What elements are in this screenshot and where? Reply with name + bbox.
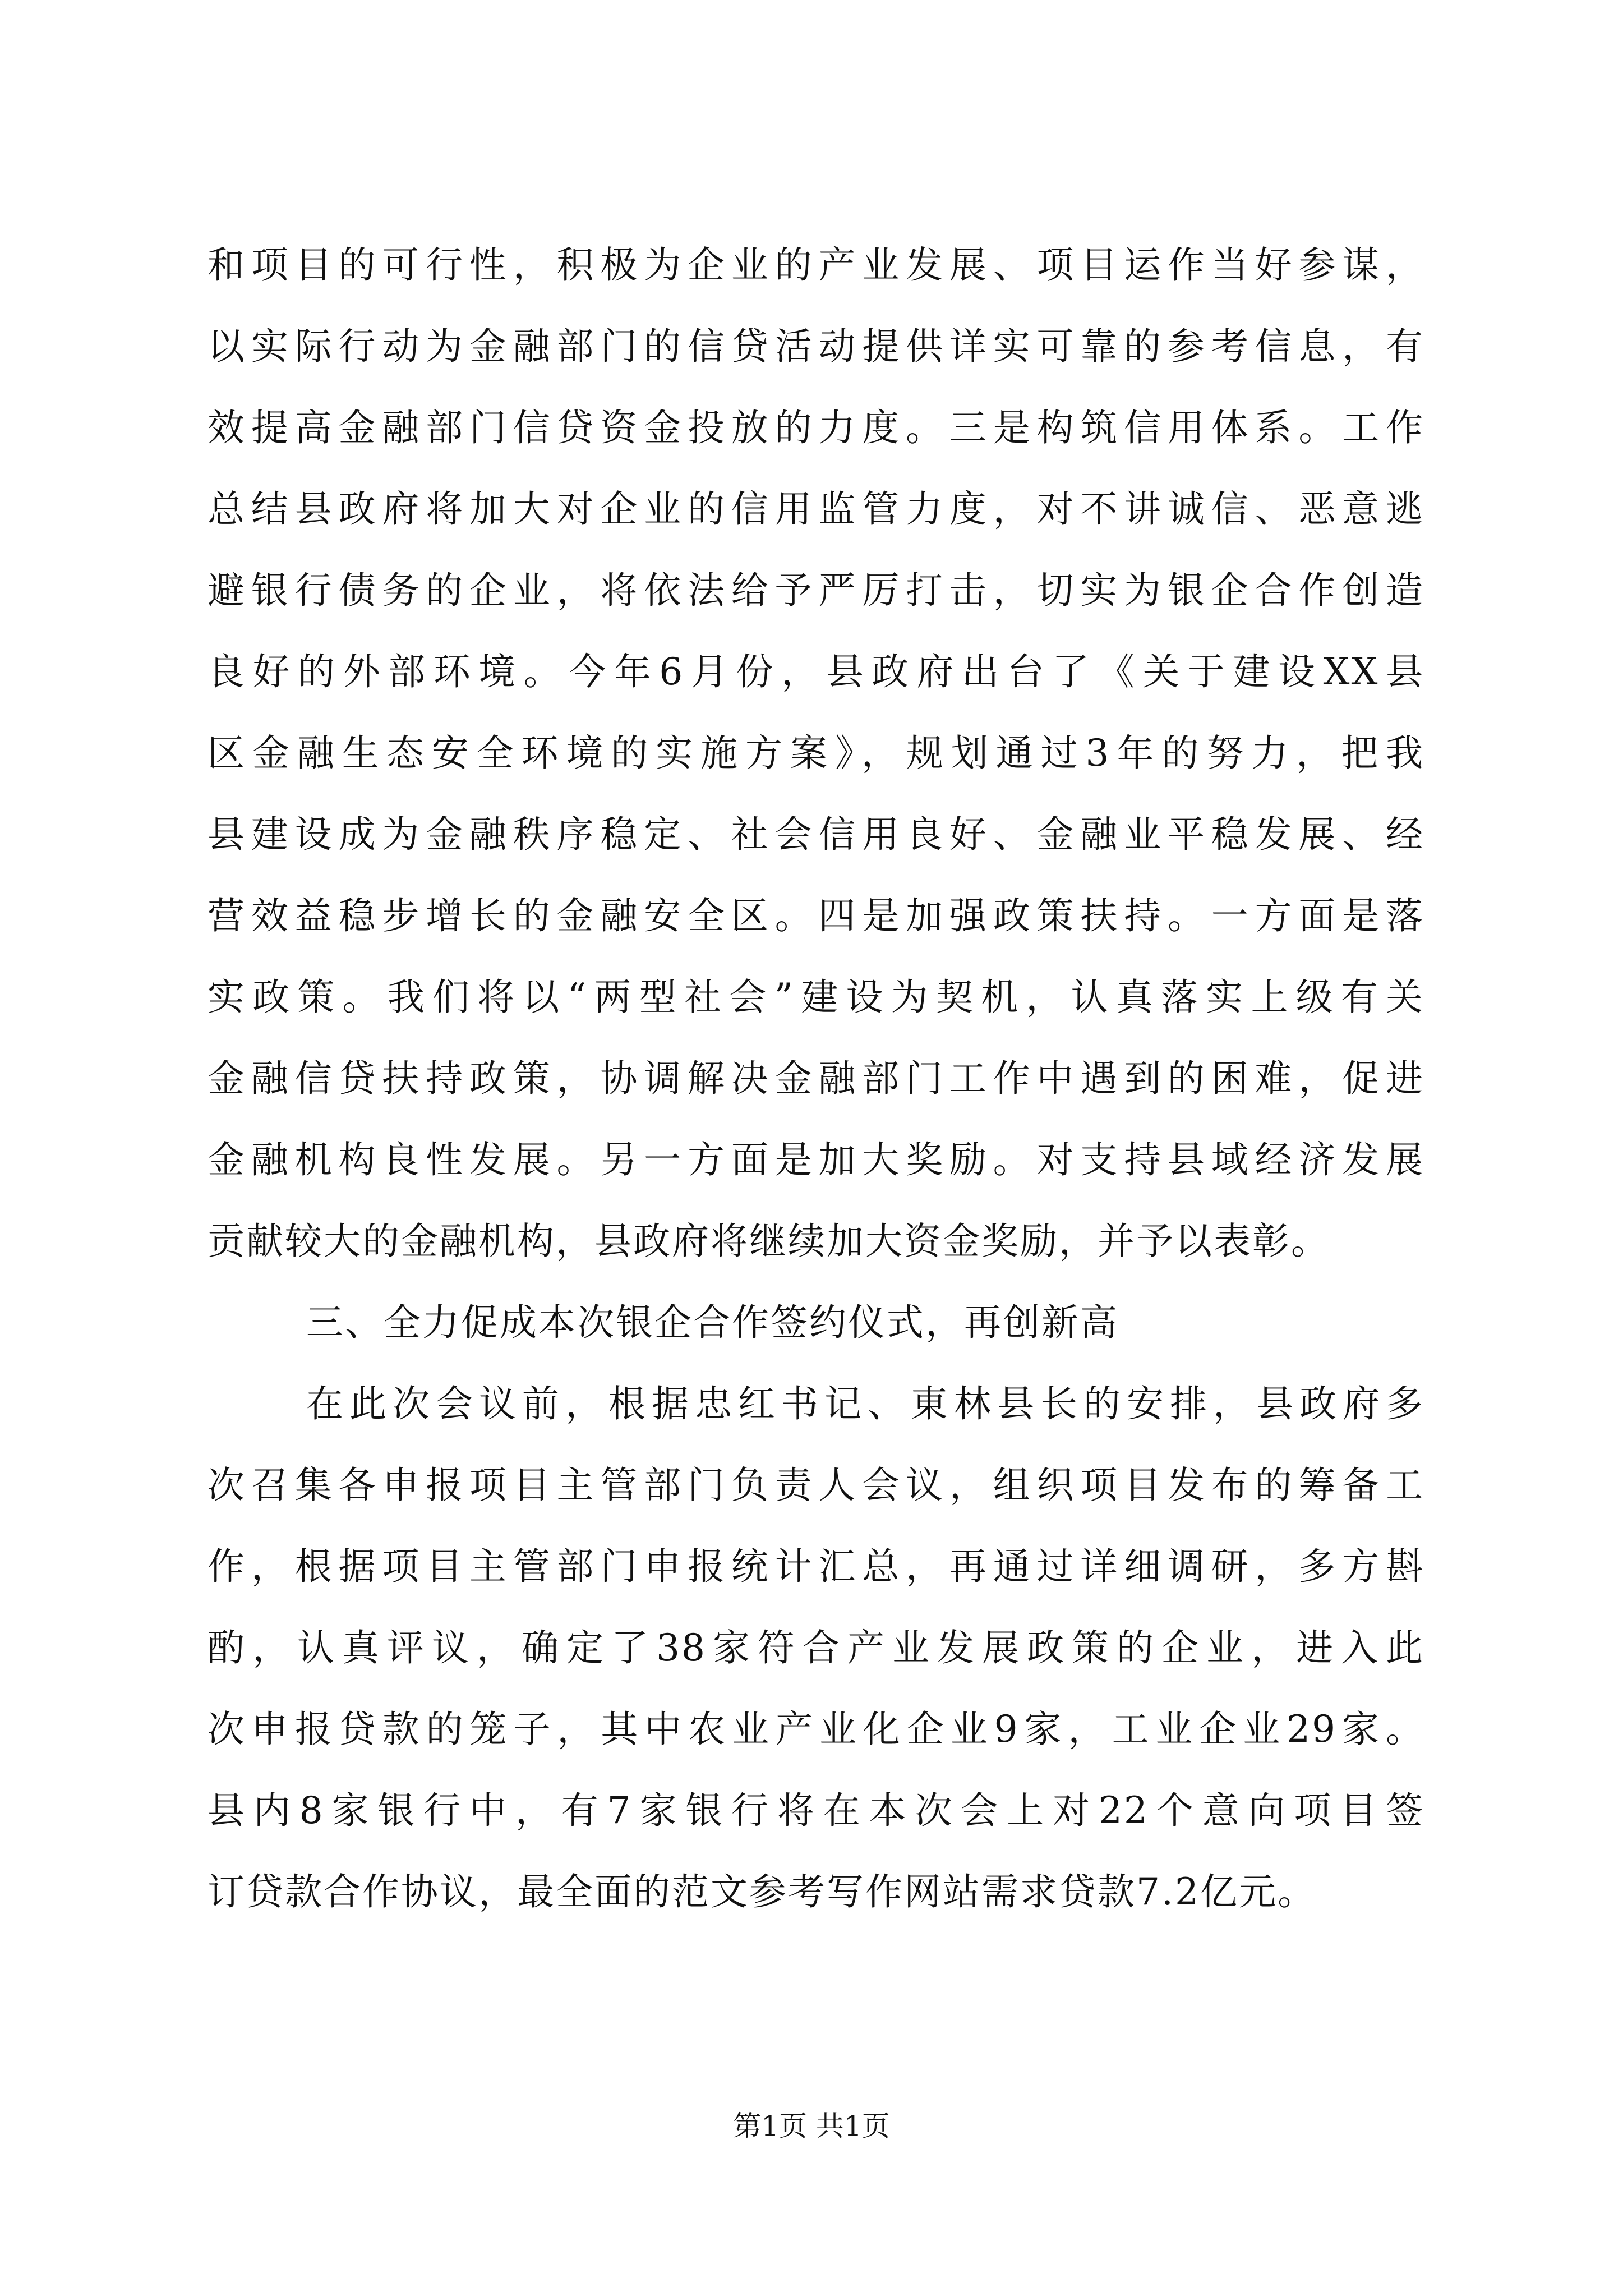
paragraph-line: 效提高金融部门信贷资金投放的力度。三是构筑信用体系。工作 bbox=[208, 406, 1424, 449]
paragraph-line: 县内8家银行中，有7家银行将在本次会上对22个意向项目签 bbox=[208, 1789, 1424, 1832]
paragraph-line: 县建设成为金融秩序稳定、社会信用良好、金融业平稳发展、经 bbox=[208, 813, 1424, 856]
paragraph-line: 和项目的可行性，积极为企业的产业发展、项目运作当好参谋， bbox=[208, 243, 1424, 287]
paragraph-line: 贡献较大的金融机构，县政府将继续加大资金奖励，并予以表彰。 bbox=[208, 1220, 1330, 1263]
page-number: 第1页 共1页 bbox=[733, 2110, 890, 2142]
paragraph-line: 作，根据项目主管部门申报统计汇总，再通过详细调研，多方斟 bbox=[208, 1545, 1424, 1588]
paragraph-line: 区金融生态安全环境的实施方案》，规划通过3年的努力，把我 bbox=[208, 731, 1424, 775]
paragraph-line: 金融信贷扶持政策，协调解决金融部门工作中遇到的困难，促进 bbox=[208, 1057, 1424, 1100]
paragraph-line: 以实际行动为金融部门的信贷活动提供详实可靠的参考信息，有 bbox=[208, 325, 1424, 368]
paragraph-line: 营效益稳步增长的金融安全区。四是加强政策扶持。一方面是落 bbox=[208, 894, 1424, 937]
paragraph-line: 次召集各申报项目主管部门负责人会议，组织项目发布的筹备工 bbox=[208, 1464, 1424, 1507]
paragraph-line: 实政策。我们将以“两型社会”建设为契机，认真落实上级有关 bbox=[208, 976, 1424, 1019]
paragraph-line: 次申报贷款的笼子，其中农业产业化企业9家，工业企业29家。 bbox=[208, 1708, 1424, 1751]
document-body bbox=[208, 224, 1424, 1932]
page-footer bbox=[0, 2106, 1623, 2146]
section-heading: 三、全力促成本次银企合作签约仪式，再创新高 bbox=[306, 1301, 1119, 1344]
paragraph-line: 避银行债务的企业，将依法给予严厉打击，切实为银企合作创造 bbox=[208, 569, 1424, 612]
paragraph-line: 酌，认真评议，确定了38家符合产业发展政策的企业，进入此 bbox=[208, 1626, 1424, 1669]
paragraph-line: 金融机构良性发展。另一方面是加大奖励。对支持县域经济发展 bbox=[208, 1138, 1424, 1181]
paragraph-line: 订贷款合作协议，最全面的范文参考写作网站需求贷款7.2亿元。 bbox=[208, 1870, 1316, 1913]
paragraph-line: 总结县政府将加大对企业的信用监管力度，对不讲诚信、恶意逃 bbox=[208, 487, 1424, 531]
paragraph-line: 良好的外部环境。今年6月份，县政府出台了《关于建设XX县 bbox=[208, 650, 1424, 693]
paragraph-line: 在此次会议前，根据忠红书记、東林县长的安排，县政府多 bbox=[306, 1382, 1424, 1425]
